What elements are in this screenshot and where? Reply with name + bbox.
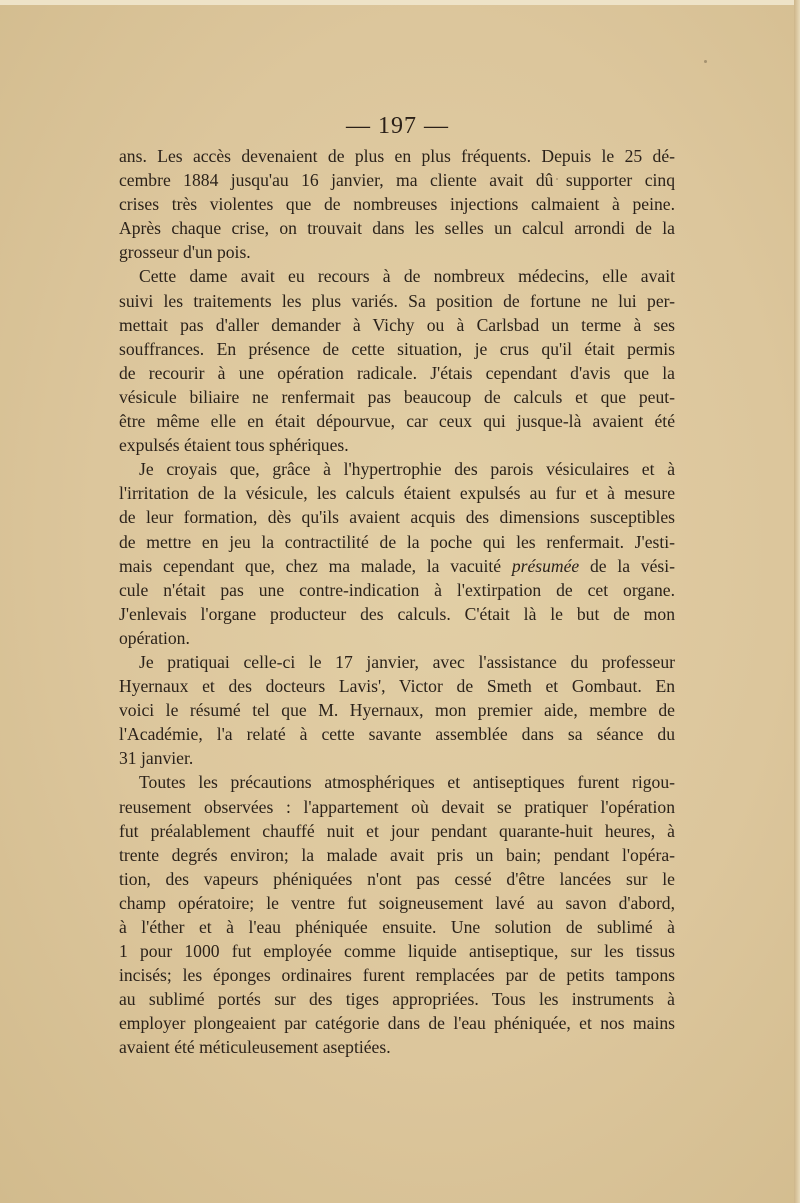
text-line: employer plongeaient par catégorie dans de l'eau phéniquée, et nos mains xyxy=(119,1013,675,1034)
text-fragment: de la vési- xyxy=(579,555,676,576)
text-line: opération. xyxy=(119,627,190,648)
body-text xyxy=(119,144,675,1060)
text-line: fut préalablement chauffé nuit et jour pendant quarante-huit heures, à xyxy=(119,820,675,841)
text-line xyxy=(119,554,675,578)
text-line: suivi les traitements les plus variés. Sa position de fortune ne lui per- xyxy=(119,290,675,311)
text-line: souffrances. En présence de cette situation, je crus qu'il était permis xyxy=(119,338,675,359)
text-fragment: mais cependant que, chez ma malade, la vacuité xyxy=(119,555,512,576)
italic-word: présumée xyxy=(511,555,580,576)
text-line: cembre 1884 jusqu'au 16 janvier, ma cliente avait dû supporter cinq xyxy=(119,170,675,191)
text-line: de leur formation, dès qu'ils avaient acquis des dimensions susceptibles xyxy=(119,507,675,528)
text-line: à l'éther et à l'eau phéniquée ensuite. Une solution de sublimé à xyxy=(119,917,675,937)
text-line: champ opératoire; le ventre fut soigneusement lavé au savon d'abord, xyxy=(119,892,675,913)
text-line: incisés; les éponges ordinaires furent remplacées par de petits tampons xyxy=(119,965,675,986)
text-line: ans. Les accès devenaient de plus en plus fréquents. Depuis le 25 dé- xyxy=(119,146,675,166)
text-line: tion, des vapeurs phéniquées n'ont pas cessé d'être lancées sur le xyxy=(119,868,675,889)
text-line: Après chaque crise, on trouvait dans les selles un calcul arrondi de la xyxy=(119,218,675,239)
text-line: mettait pas d'aller demander à Vichy ou à Carlsbad un terme à ses xyxy=(119,314,675,335)
text-line: de recourir à une opération radicale. J'étais cependant d'avis que la xyxy=(119,362,675,383)
text-line: trente degrés environ; la malade avait pris un bain; pendant l'opéra- xyxy=(119,844,675,865)
text-line: 31 janvier. xyxy=(119,748,194,769)
text-line: vésicule biliaire ne renfermait pas beaucoup de calculs et que peut- xyxy=(119,386,675,407)
text-line: être même elle en était dépourvue, car ceux qui jusque-là avaient été xyxy=(119,411,675,432)
text-line: Je pratiquai celle-ci le 17 janvier, avec l'assistance du professeur xyxy=(139,651,675,672)
page-right-edge xyxy=(794,0,800,1203)
text-line: Toutes les précautions atmosphériques et antiseptiques furent rigou- xyxy=(139,772,675,793)
text-line: grosseur d'un pois. xyxy=(119,242,251,263)
text-line: Je croyais que, grâce à l'hypertrophie des parois vésiculaires et à xyxy=(139,459,675,480)
text-line: Cette dame avait eu recours à de nombreux médecins, elle avait xyxy=(139,266,675,287)
page-top-edge xyxy=(0,0,800,5)
text-line: Hyernaux et des docteurs Lavis', Victor de Smeth et Gombaut. En xyxy=(119,676,675,697)
text-line: crises très violentes que de nombreuses injections calmaient à peine. xyxy=(119,194,675,215)
text-line: J'enlevais l'organe producteur des calculs. C'était là le but de mon xyxy=(119,603,675,624)
text-line: reusement observées : l'appartement où devait se pratiquer l'opération xyxy=(119,796,675,817)
text-line: l'irritation de la vésicule, les calculs étaient expulsés au fur et à mesure xyxy=(119,483,675,504)
text-line: avaient été méticuleusement aseptiées. xyxy=(119,1037,391,1058)
text-line: 1 pour 1000 fut employée comme liquide antiseptique, sur les tissus xyxy=(119,941,675,962)
text-line: de mettre en jeu la contractilité de la poche qui les renfermait. J'esti- xyxy=(119,531,675,552)
text-line: cule n'était pas une contre-indication à l'extirpation de cet organe. xyxy=(119,579,675,600)
text-line: au sublimé portés sur des tiges appropriées. Tous les instruments à xyxy=(119,989,675,1010)
text-line: expulsés étaient tous sphériques. xyxy=(119,435,349,456)
paper-speck xyxy=(704,60,707,63)
text-line: l'Académie, l'a relaté à cette savante assemblée dans sa séance du xyxy=(119,724,675,745)
page-number: — 197 — xyxy=(346,113,449,139)
text-line: voici le résumé tel que M. Hyernaux, mon premier aide, membre de xyxy=(119,700,675,721)
